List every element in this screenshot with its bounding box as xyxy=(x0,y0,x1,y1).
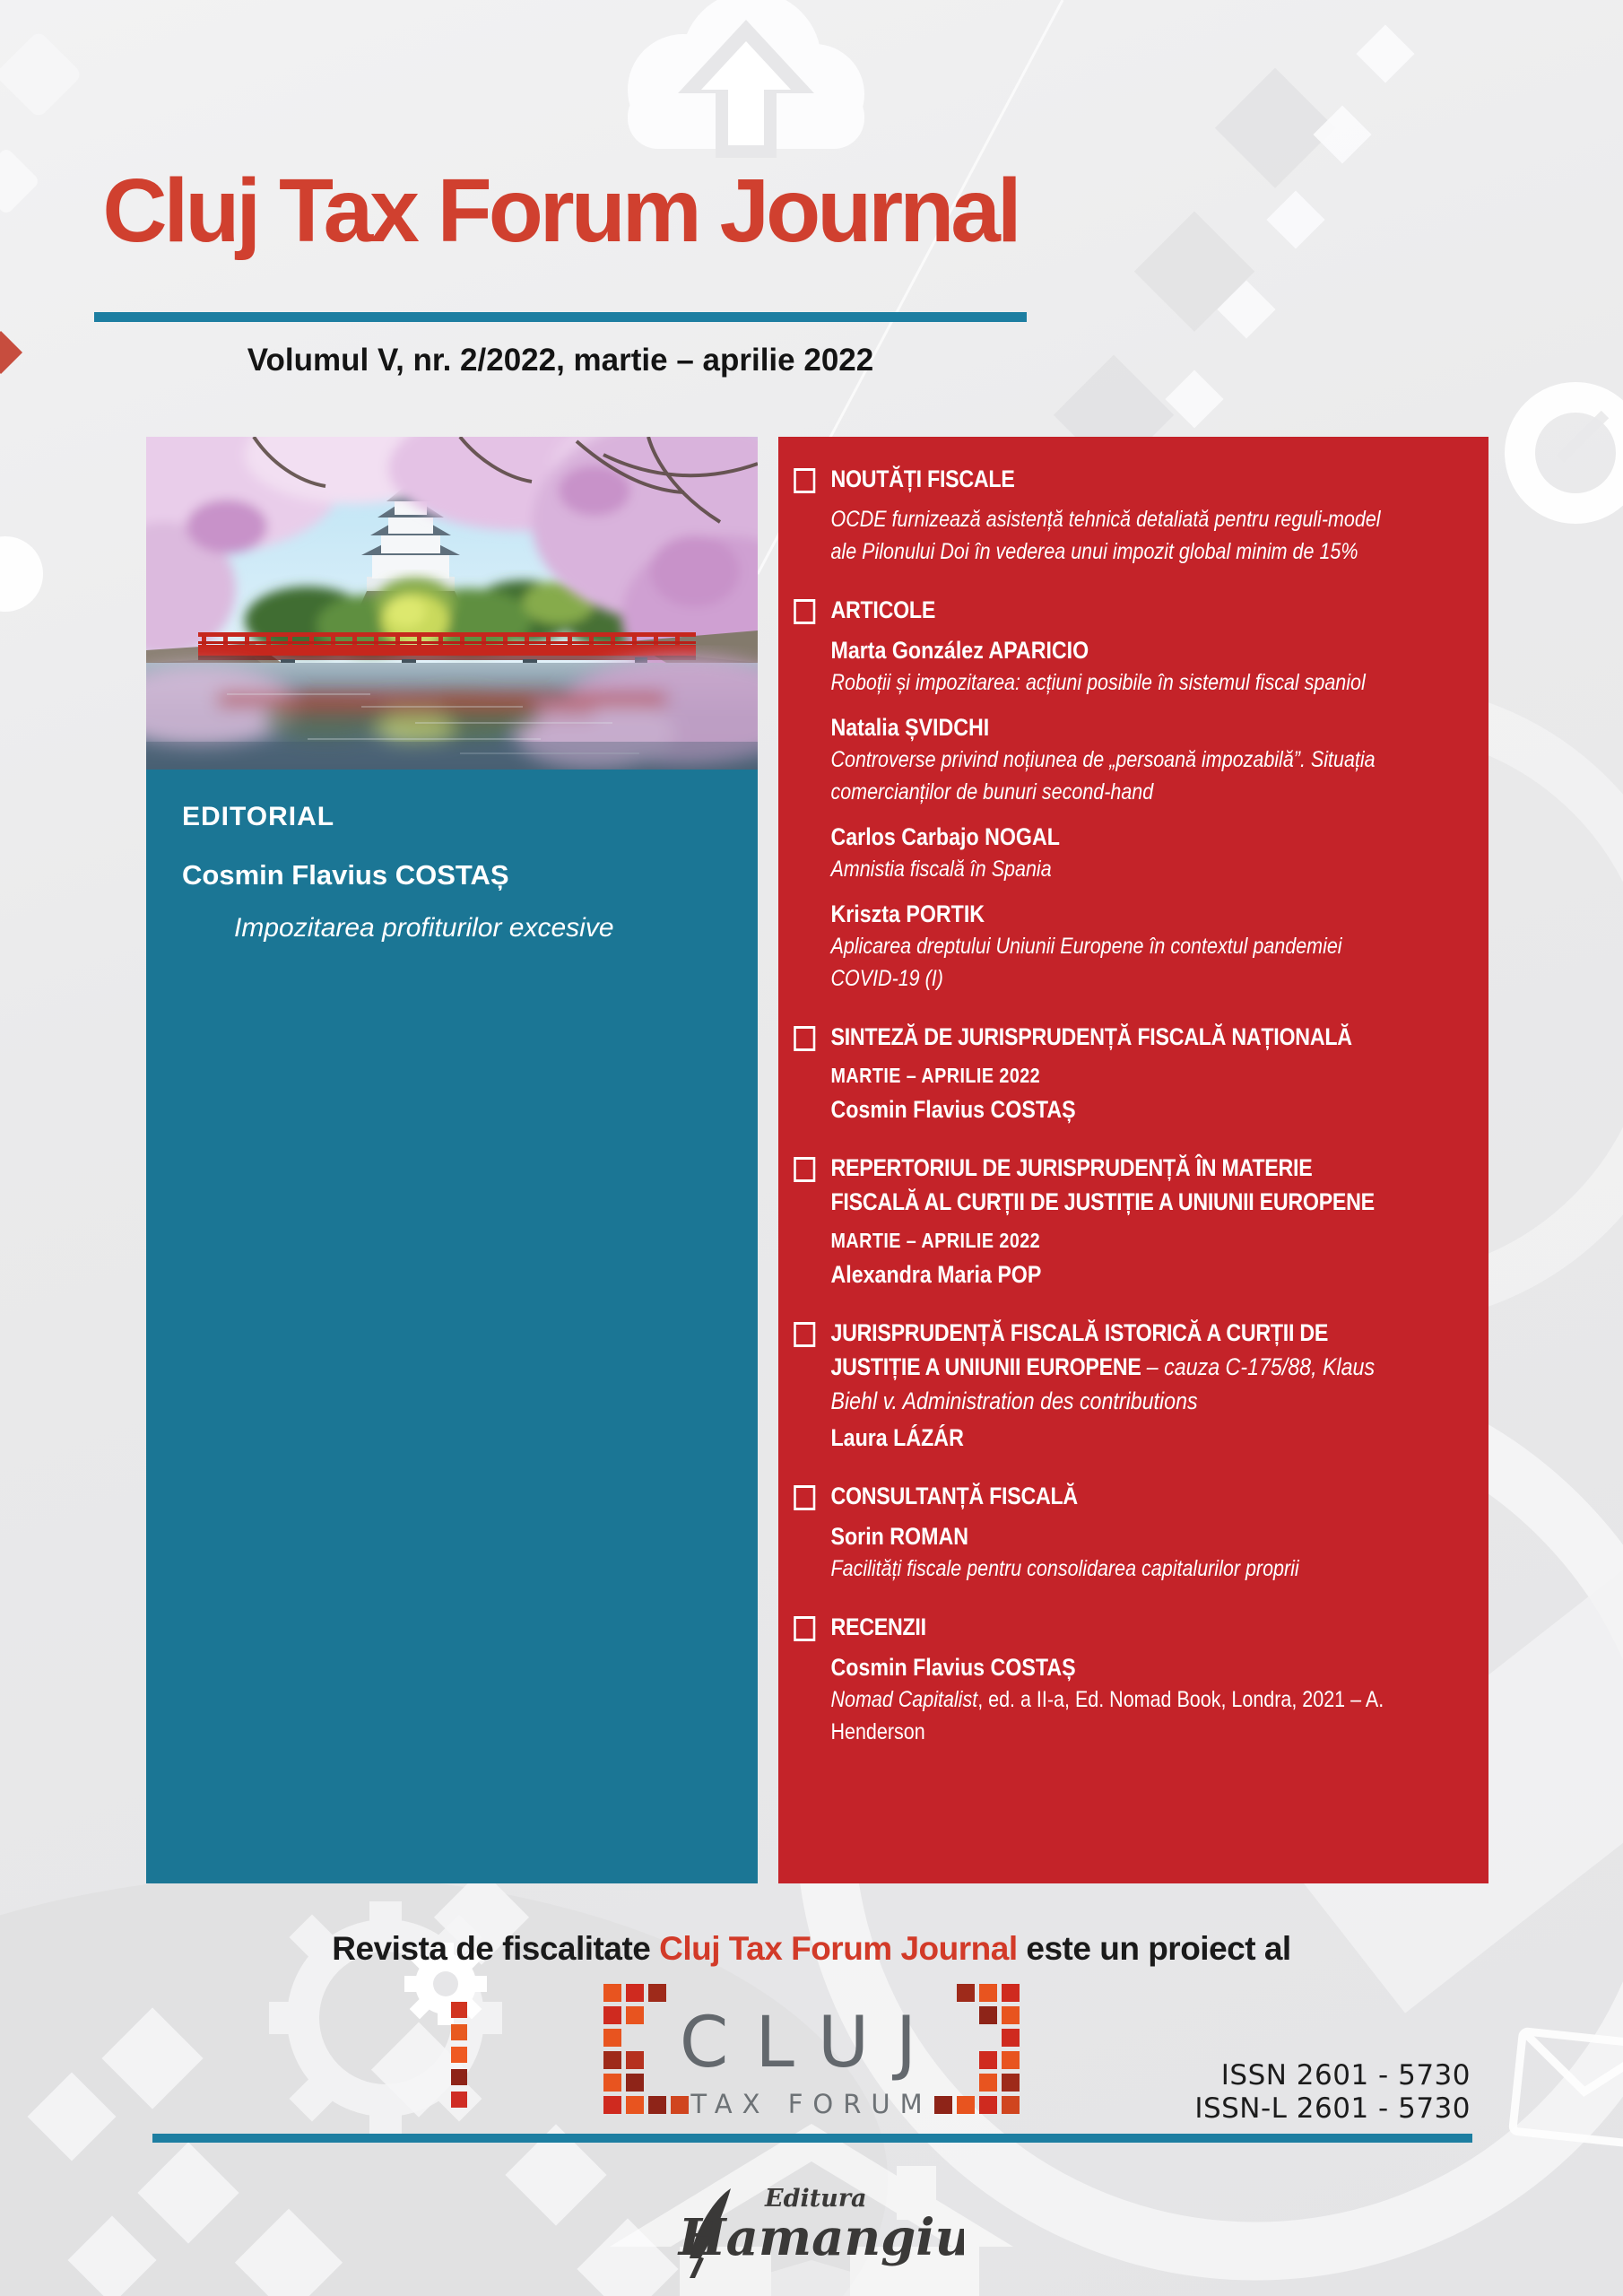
section-period: MARTIE – APRILIE 2022 xyxy=(830,1229,1041,1252)
section-heading: NOUTĂȚI FISCALE xyxy=(830,465,1015,492)
toc-entry xyxy=(830,898,1395,995)
toc-section-sinteza xyxy=(794,1020,1395,1126)
section-heading: RECENZII xyxy=(830,1613,926,1640)
editorial-panel xyxy=(146,770,758,1883)
publisher-line2: Hamangiu xyxy=(678,2208,964,2267)
article-author: Cosmin Flavius COSTAȘ xyxy=(830,1654,1076,1681)
toc-section-consultanta xyxy=(794,1479,1395,1585)
article-title: Roboții și impozitarea: acțiuni posibile în sistemul fiscal spaniol xyxy=(830,670,1366,695)
toc-entry xyxy=(830,1651,1395,1748)
project-line xyxy=(0,1930,1623,1968)
cluj-tax-forum-logo-art xyxy=(596,1982,1027,2124)
editorial-author: Cosmin Flavius COSTAȘ xyxy=(182,859,509,891)
article-title xyxy=(830,1683,1395,1748)
editorial-label: EDITORIAL xyxy=(182,802,335,831)
article-title: Amnistia fiscală în Spania xyxy=(830,857,1052,882)
issue-line: Volumul V, nr. 2/2022, martie – aprilie 2022 xyxy=(247,343,874,378)
project-prefix: Revista de fiscalitate xyxy=(332,1930,660,1967)
issn-block xyxy=(1194,2059,1471,2125)
toc-section-jurisprudenta-istorica xyxy=(794,1316,1395,1454)
logo-left-bracket xyxy=(603,1984,689,2114)
publisher-logo-art xyxy=(659,2176,964,2288)
article-author: Natalia ȘVIDCHI xyxy=(830,714,990,741)
cluj-tax-forum-logo xyxy=(596,1982,1027,2124)
article-title: Aplicarea dreptului Uniunii Europene în contextul pandemiei COVID-19 (I) xyxy=(830,934,1342,991)
journal-title: Cluj Tax Forum Journal xyxy=(102,161,1019,261)
publisher-logo xyxy=(659,2176,964,2288)
edge-accents xyxy=(0,30,82,612)
toc-entry xyxy=(830,821,1395,885)
project-brand: Cluj Tax Forum Journal xyxy=(659,1930,1018,1967)
cover-photo-scene xyxy=(146,437,758,770)
red-pixel-column xyxy=(451,2002,467,2108)
article-title: Controverse privind noțiunea de „persoană impozabilă”. Situația comercianților de bunuri second-hand xyxy=(830,747,1376,804)
checkbox-bullet-icon xyxy=(794,599,815,624)
section-author: Alexandra Maria POP xyxy=(830,1261,1042,1288)
issn-line: ISSN 2601 - 5730 xyxy=(1220,2059,1471,2092)
logo-word: CLUJ xyxy=(679,2003,944,2083)
masthead-rule xyxy=(94,312,1027,322)
section-heading xyxy=(830,1316,1395,1418)
article-author: Carlos Carbajo NOGAL xyxy=(830,823,1060,850)
checkbox-bullet-icon xyxy=(794,1485,815,1510)
issn-l-line: ISSN-L 2601 - 5730 xyxy=(1194,2092,1471,2125)
project-suffix: este un proiect al xyxy=(1017,1930,1291,1967)
toc-entry xyxy=(830,711,1395,808)
section-heading: REPERTORIUL DE JURISPRUDENȚĂ ÎN MATERIE FISCALĂ AL CURȚII DE JUSTIȚIE A UNIUNII EUROPENE xyxy=(830,1154,1375,1215)
section-heading-text: JURISPRUDENȚĂ FISCALĂ ISTORICĂ A CURȚII DE JUSTIȚIE A UNIUNII EUROPENE xyxy=(830,1319,1329,1380)
checkbox-bullet-icon xyxy=(794,1322,815,1347)
toc-section-repertoriul xyxy=(794,1151,1395,1291)
checkbox-bullet-icon xyxy=(794,1616,815,1641)
book-details: , ed. a II-a, Ed. Nomad Book, Londra, 2021 – A. Henderson xyxy=(830,1687,1384,1744)
checkbox-bullet-icon xyxy=(794,1026,815,1051)
article-title: Facilități fiscale pentru consolidarea capitalurilor proprii xyxy=(830,1556,1299,1581)
cover-photo xyxy=(146,437,758,770)
book-title: Nomad Capitalist xyxy=(830,1687,978,1712)
toc-section-articole xyxy=(794,593,1395,995)
toc-content xyxy=(778,437,1395,1748)
editorial-article-title: Impozitarea profiturilor excesive xyxy=(234,913,614,943)
section-author: Laura LÁZÁR xyxy=(830,1424,964,1451)
article-title: OCDE furnizează asistență tehnică detaliată pentru reguli-model ale Pilonului Doi în vederea unui impozit global minim de 15% xyxy=(830,507,1381,564)
toc-section-recenzii xyxy=(794,1610,1395,1748)
toc-section-noutati-fiscale xyxy=(794,462,1395,568)
section-heading: CONSULTANȚĂ FISCALĂ xyxy=(830,1483,1078,1509)
section-heading: ARTICOLE xyxy=(830,596,936,623)
logo-right-bracket xyxy=(934,1984,1020,2114)
logo-tagline: TAX FORUM xyxy=(690,2089,933,2119)
footer-rule xyxy=(152,2134,1472,2143)
publisher-line1: Editura xyxy=(765,2185,867,2213)
toc-entry xyxy=(830,634,1395,699)
section-heading-case: – cauza C-175/88, Klaus Biehl v. Administration des contributions xyxy=(830,1353,1376,1414)
section-period: MARTIE – APRILIE 2022 xyxy=(830,1064,1041,1087)
cloud-upload-icon xyxy=(628,0,864,158)
checkbox-bullet-icon xyxy=(794,1157,815,1182)
checkbox-bullet-icon xyxy=(794,468,815,493)
toc-panel xyxy=(778,437,1488,1883)
article-author: Kriszta PORTIK xyxy=(830,900,985,927)
section-heading: SINTEZĂ DE JURISPRUDENȚĂ FISCALĂ NAȚIONALĂ xyxy=(830,1023,1352,1050)
toc-entry xyxy=(830,1520,1395,1585)
section-author: Cosmin Flavius COSTAȘ xyxy=(830,1096,1076,1123)
article-author: Sorin ROMAN xyxy=(830,1523,968,1550)
article-author: Marta González APARICIO xyxy=(830,637,1089,664)
ring-watermark xyxy=(1520,397,1623,509)
